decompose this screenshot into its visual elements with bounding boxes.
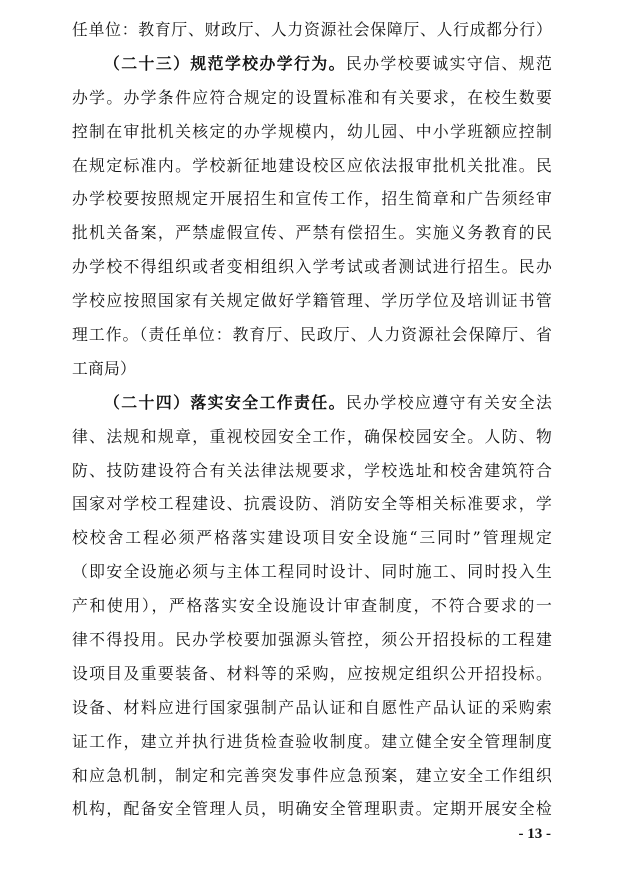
text-line: 工商局） bbox=[72, 358, 136, 378]
text-line: 律不得投用。民办学校要加强源头管控，须公开招投标的工程建 bbox=[72, 630, 552, 650]
text-line: 办学校要按照规定开展招生和宣传工作，招生简章和广告须经审 bbox=[72, 189, 552, 209]
section-23-heading-line: （二十三）规范学校办学行为。民办学校要诚实守信、规范 bbox=[104, 53, 552, 73]
text-line: 设项目及重要装备、材料等的采购，应按规定组织公开招投标。 bbox=[72, 663, 552, 683]
text-line: 和应急机制，制定和完善突发事件应急预案，建立安全工作组织 bbox=[72, 765, 552, 785]
text-line: 产和使用），严格落实安全设施设计审查制度，不符合要求的一 bbox=[72, 596, 552, 616]
text-line: 证工作，建立并执行进货检查验收制度。建立健全安全管理制度 bbox=[72, 731, 552, 751]
text-line: 学校应按照国家有关规定做好学籍管理、学历学位及培训证书管 bbox=[72, 291, 552, 311]
text-line: 在规定标准内。学校新征地建设校区应依法报审批机关批准。民 bbox=[72, 155, 552, 175]
text-line: 国家对学校工程建设、抗震设防、消防安全等相关标准要求，学 bbox=[72, 494, 552, 514]
text-line: 律、法规和规章，重视校园安全工作，确保校园安全。人防、物 bbox=[72, 426, 552, 446]
text-line: 校校舍工程必须严格落实建设项目安全设施“三同时”管理规定 bbox=[72, 528, 552, 548]
text-line: 控制在审批机关核定的办学规模内，幼儿园、中小学班额应控制 bbox=[72, 121, 552, 141]
text-line: 办学校不得组织或者变相组织入学考试或者测试进行招生。民办 bbox=[72, 257, 552, 277]
section-23-heading: （二十三）规范学校办学行为。 bbox=[104, 53, 346, 73]
text-line: 办学。办学条件应符合规定的设置标准和有关要求，在校生数要 bbox=[72, 87, 552, 107]
section-24-heading: （二十四）落实安全工作责任。 bbox=[104, 392, 346, 412]
text-line: 防、技防建设符合有关法律法规要求，学校选址和校舍建筑符合 bbox=[72, 460, 552, 480]
text-line: 任单位：教育厅、财政厅、人力资源社会保障厅、人行成都分行） bbox=[72, 20, 552, 39]
text-line: 设备、材料应进行国家强制产品认证和自愿性产品认证的采购索 bbox=[72, 697, 552, 717]
text-line: 理工作。（责任单位：教育厅、民政厅、人力资源社会保障厅、省 bbox=[72, 325, 552, 345]
page-number: - 13 - bbox=[518, 826, 551, 842]
document-body bbox=[72, 13, 552, 826]
text-line: 机构，配备安全管理人员，明确安全管理职责。定期开展安全检 bbox=[72, 799, 552, 819]
text-line: （即安全设施必须与主体工程同时设计、同时施工、同时投入生 bbox=[72, 562, 552, 582]
text-line: 批机关备案，严禁虚假宣传、严禁有偿招生。实施义务教育的民 bbox=[72, 223, 552, 243]
section-24-heading-line: （二十四）落实安全工作责任。民办学校应遵守有关安全法 bbox=[104, 392, 552, 412]
